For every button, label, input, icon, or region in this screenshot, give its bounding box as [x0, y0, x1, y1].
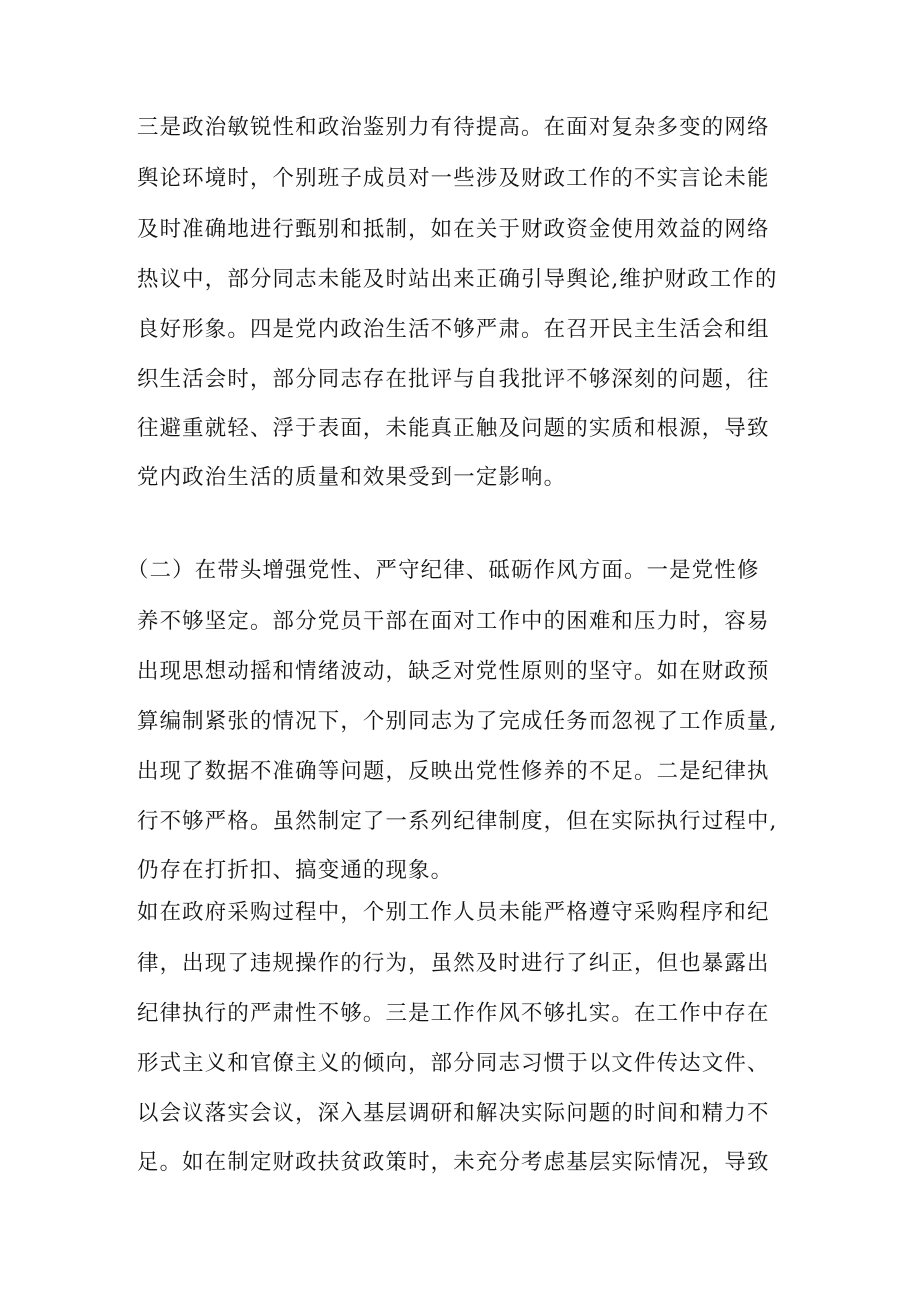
text-line: 算编制紧张的情况下，个别同志为了完成任务而忽视了工作质量,: [137, 709, 778, 734]
text-line: 仍存在打折扣、搞变通的现象。: [137, 858, 454, 883]
text-line: 养不够坚定。部分党员干部在面对工作中的困难和压力时，容易: [137, 609, 770, 634]
text-line: 行不够严格。虽然制定了一系列纪律制度，但在实际执行过程中,: [137, 809, 778, 834]
text-line: 党内政治生活的质量和效果受到一定影响。: [137, 465, 567, 490]
text-line: 出现思想动摇和情绪波动，缺乏对党性原则的坚守。如在财政预: [137, 659, 770, 684]
text-line: 足。如在制定财政扶贫政策时，未充分考虑基层实际情况，导致: [137, 1150, 770, 1175]
text-line: 纪律执行的严肃性不够。三是工作作风不够扎实。在工作中存在: [137, 1001, 770, 1026]
text-line: 律，出现了违规操作的行为，虽然及时进行了纠正，但也暴露出: [137, 951, 770, 976]
text-line: 往避重就轻、浮于表面，未能真正触及问题的实质和根源，导致: [137, 416, 770, 441]
text-line: 舆论环境时，个别班子成员对一些涉及财政工作的不实言论未能: [137, 166, 770, 191]
section-heading-line: （二）在带头增强党性、严守纪律、砥砺作风方面。一是党性修: [127, 558, 760, 583]
text-line: 良好形象。四是党内政治生活不够严肃。在召开民主生活会和组: [137, 317, 770, 342]
text-line: 三是政治敏锐性和政治鉴别力有待提高。在面对复杂多变的网络: [137, 115, 770, 140]
text-line: 及时准确地进行甄别和抵制，如在关于财政资金使用效益的网络: [137, 217, 770, 242]
text-line: 织生活会时，部分同志存在批评与自我批评不够深刻的问题，往: [137, 367, 770, 392]
text-line: 形式主义和官僚主义的倾向，部分同志习惯于以文件传达文件、: [137, 1051, 770, 1076]
text-line: 出现了数据不准确等问题，反映出党性修养的不足。二是纪律执: [137, 759, 770, 784]
text-line: 以会议落实会议，深入基层调研和解决实际问题的时间和精力不: [137, 1101, 770, 1126]
text-line: 如在政府采购过程中，个别工作人员未能严格遵守采购程序和纪: [137, 900, 770, 925]
text-line: 热议中，部分同志未能及时站出来正确引导舆论,维护财政工作的: [137, 267, 778, 292]
